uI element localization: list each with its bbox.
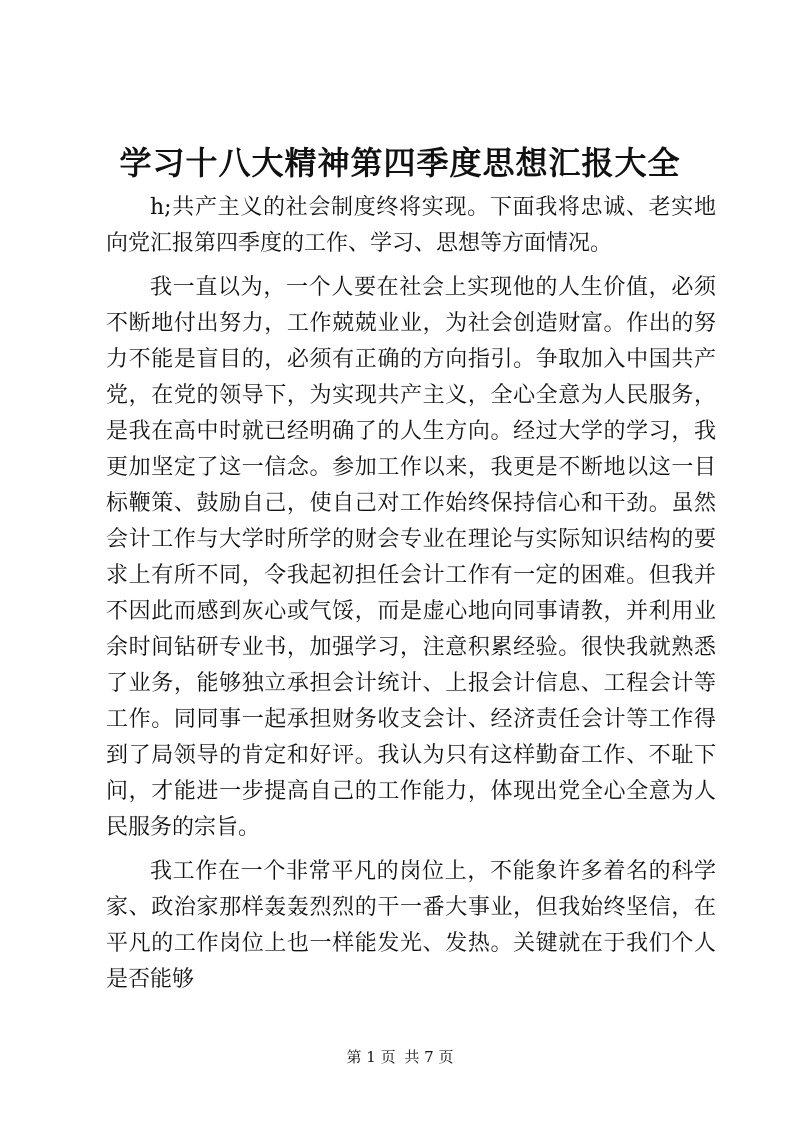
document-body [106,190,716,1006]
paragraph-2: 我一直以为，一个人要在社会上实现他的人生价值，必须不断地付出努力，工作兢兢业业，为社会创造财富。作出的努力不能是盲目的，必须有正确的方向指引。争取加入中国共产党，在党的领导下，为实现共产主义，全心全意为人民服务，是我在高中时就已经明确了的人生方向。经过大学的学习，我更加坚定了这一信念。参加工作以来，我更是不断地以这一目标鞭策、鼓励自己，使自己对工作始终保持信心和干劲。虽然会计工作与大学时所学的财会专业在理论与实际知识结构的要求上有所不同，令我起初担任会计工作有一定的困难。但我并不因此而感到灰心或气馁，而是虚心地向同事请教，并利用业余时间钻研专业书，加强学习，注意积累经验。很快我就熟悉了业务，能够独立承担会计统计、上报会计信息、工程会计等工作。同同事一起承担财务收支会计、经济责任会计等工作得到了局领导的肯定和好评。我认为只有这样勤奋工作、不耻下问，才能进一步提高自己的工作能力，体现出党全心全意为人民服务的宗旨。 [106,275,716,840]
page-total: 共 7 页 [404,1048,454,1066]
page-footer [0,1046,800,1067]
paragraph-1: h;共产主义的社会制度终将实现。下面我将忠诚、老实地向党汇报第四季度的工作、学习、思想等方面情况。 [106,195,716,256]
paragraph-3: 我工作在一个非常平凡的岗位上，不能象许多着名的科学家、政治家那样轰轰烈烈的干一番大事业，但我始终坚信，在平凡的工作岗位上也一样能发光、发热。关键就在于我们个人是否能够 [106,859,716,992]
document-title: 学习十八大精神第四季度思想汇报大全 [119,144,681,182]
page-number: 第 1 页 [346,1048,396,1066]
